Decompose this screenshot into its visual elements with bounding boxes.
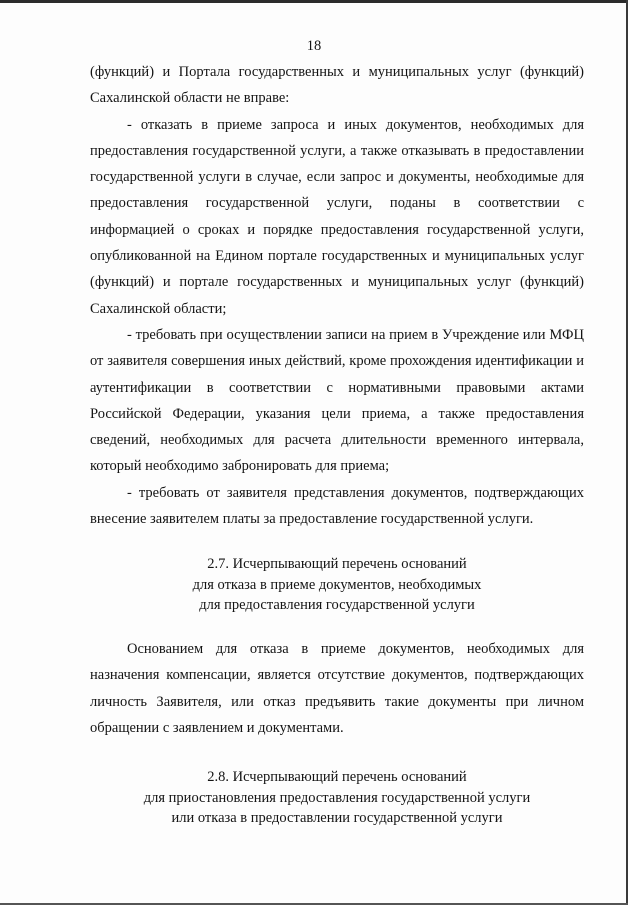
section-2-8-heading bbox=[90, 767, 584, 829]
paragraph-intro: (функций) и Портала государственных и муниципальных услуг (функций) Сахалинской области не вправе: bbox=[90, 64, 584, 107]
section-2-7-body bbox=[90, 636, 584, 741]
heading-line: или отказа в предоставлении государственной услуги bbox=[171, 810, 503, 826]
section-2-7-heading bbox=[90, 554, 584, 616]
heading-line: для отказа в приеме документов, необходимых bbox=[192, 576, 482, 593]
paragraph-appointment-requirements: - требовать при осуществлении записи на прием в Учреждение или МФЦ от заявителя совершения иных действий, кроме прохождения идентификации и аутентификации в соответствии с нормативными правовыми актами Российской Федерации, указания цели приема, а также предоставления сведений, необходимых для расчета длительности временного интервала, который необходимо забронировать для приема; bbox=[90, 326, 584, 475]
paragraph-refusal-grounds: Основанием для отказа в приеме документов, необходимых для назначения компенсации, является отсутствие документов, подтверждающих личность Заявителя, или отказ предъявить такие документы при личном обращении с заявлением и документами. bbox=[90, 641, 584, 736]
scan-top-edge bbox=[0, 0, 628, 3]
heading-line: для предоставления государственной услуги bbox=[199, 597, 475, 613]
heading-line: 2.7. Исчерпывающий перечень оснований bbox=[207, 556, 467, 572]
heading-line: для приостановления предоставления государственной услуги bbox=[143, 789, 531, 806]
page-number: 18 bbox=[306, 38, 322, 54]
heading-line: 2.8. Исчерпывающий перечень оснований bbox=[207, 769, 467, 785]
top-text-block bbox=[90, 59, 584, 532]
paragraph-refuse-request: - отказать в приеме запроса и иных документов, необходимых для предоставления государственной услуги, а также отказывать в предоставлении государственной услуги в случае, если запрос и документы, необходимые для предоставления государственной услуги, поданы в соответствии с информацией о сроках и порядке предоставления государственной услуги, опубликованной на Едином портале государственных и муниципальных услуг (функций) и портале государственных и муниципальных услуг (функций) Сахалинской области; bbox=[90, 116, 584, 317]
paragraph-payment-documents: - требовать от заявителя представления документов, подтверждающих внесение заявителем платы за предоставление государственной услуги. bbox=[90, 484, 584, 528]
